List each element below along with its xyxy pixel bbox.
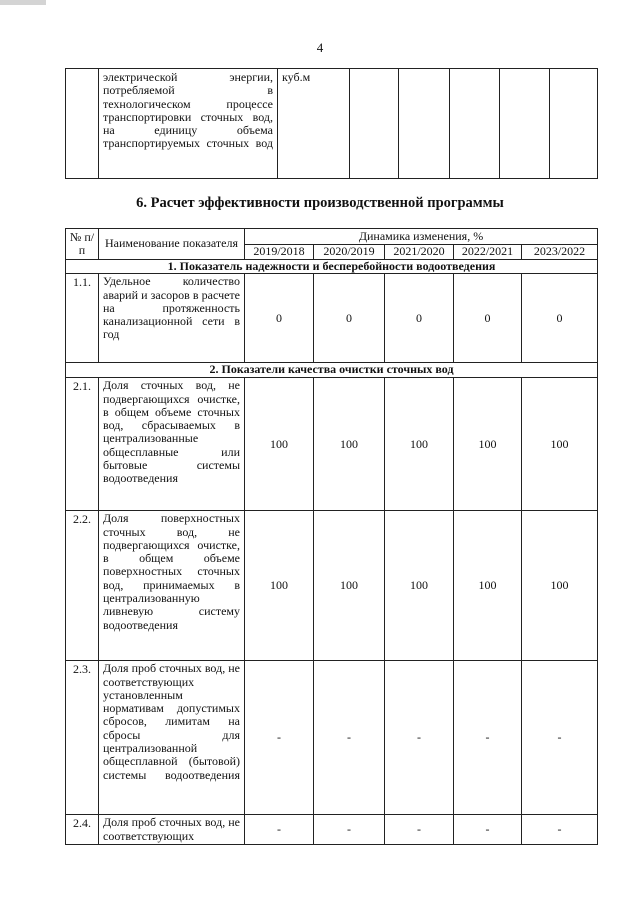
row-value: - <box>454 661 522 815</box>
row-value: 100 <box>454 378 522 511</box>
header-year: 2019/2018 <box>245 245 314 260</box>
row-value: - <box>522 661 598 815</box>
row-number: 2.3. <box>66 661 99 815</box>
row-value: 100 <box>314 511 385 661</box>
header-year: 2023/2022 <box>522 245 598 260</box>
row-value: - <box>385 661 454 815</box>
row-indicator: Доля проб сточных вод, не соответствующих <box>99 815 245 845</box>
row-value: 100 <box>522 378 598 511</box>
header-year: 2020/2019 <box>314 245 385 260</box>
cell-empty <box>350 69 399 179</box>
row-value: 100 <box>385 511 454 661</box>
header-year: 2021/2020 <box>385 245 454 260</box>
row-value: 0 <box>314 274 385 363</box>
header-name: Наименование показателя <box>99 229 245 260</box>
header-dynamics: Динамика изменения, % <box>245 229 598 245</box>
cell-empty <box>500 69 550 179</box>
row-value: 0 <box>522 274 598 363</box>
row-value: 100 <box>245 511 314 661</box>
cell-empty <box>450 69 500 179</box>
row-number: 2.4. <box>66 815 99 845</box>
row-value: 100 <box>454 511 522 661</box>
row-value: 0 <box>245 274 314 363</box>
row-value: - <box>245 661 314 815</box>
header-num: № п/п <box>66 229 99 260</box>
row-value: 100 <box>314 378 385 511</box>
row-number: 2.1. <box>66 378 99 511</box>
page-number: 4 <box>316 40 324 55</box>
section-title: 6. Расчет эффективности производственной программы <box>136 195 504 211</box>
continuation-unit: куб.м <box>278 69 350 179</box>
header-year: 2022/2021 <box>454 245 522 260</box>
continuation-table <box>65 68 598 179</box>
row-value: 100 <box>245 378 314 511</box>
row-value: 100 <box>522 511 598 661</box>
row-value: - <box>385 815 454 845</box>
row-value: - <box>314 815 385 845</box>
row-number: 2.2. <box>66 511 99 661</box>
cell-empty <box>399 69 450 179</box>
scan-edge-mark <box>0 0 46 5</box>
row-value: 0 <box>454 274 522 363</box>
cell-empty <box>550 69 598 179</box>
section-header: 1. Показатель надежности и бесперебойности водоотведения <box>66 260 598 274</box>
row-value: - <box>314 661 385 815</box>
row-value: - <box>245 815 314 845</box>
row-indicator: Доля поверхностных сточных вод, не подвергающихся очистке, в общем объеме поверхностных сточных вод, принимаемых в централизованную ливневую систему водоотведения <box>99 511 245 661</box>
row-value: - <box>522 815 598 845</box>
row-indicator: Удельное количество аварий и засоров в расчете на протяженность канализационной сети в год <box>99 274 245 363</box>
section-header: 2. Показатели качества очистки сточных вод <box>66 363 598 378</box>
cell-empty <box>66 69 99 179</box>
row-number: 1.1. <box>66 274 99 363</box>
efficiency-table <box>65 228 598 845</box>
row-indicator: Доля сточных вод, не подвергающихся очистке, в общем объеме сточных вод, сбрасываемых в централизованные общесплавные или бытовые системы водоотведения <box>99 378 245 511</box>
row-value: 100 <box>385 378 454 511</box>
row-indicator: Доля проб сточных вод, не соответствующих установленным нормативам допустимых сбросов, лимитам на сбросы для централизованной общесплавной (бытовой) системы водоотведения <box>99 661 245 815</box>
row-value: 0 <box>385 274 454 363</box>
row-value: - <box>454 815 522 845</box>
continuation-description: электрической энергии, потребляемой в технологическом процессе транспортировки сточных вод, на единицу объема транспортируемых сточных вод <box>99 69 278 179</box>
